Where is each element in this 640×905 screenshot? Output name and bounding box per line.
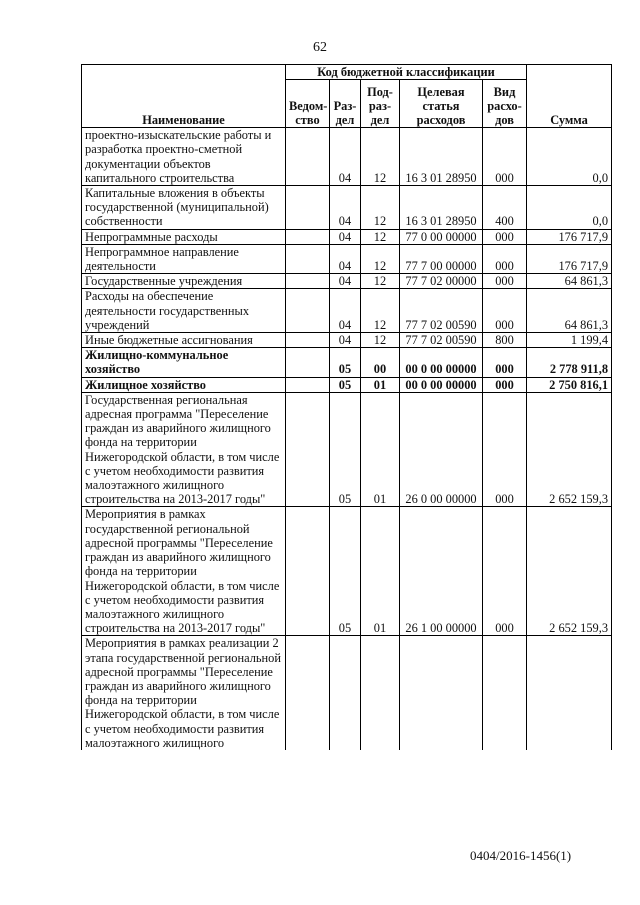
row-celevaya: 16 3 01 28950	[400, 128, 483, 186]
row-vid: 400	[483, 186, 527, 230]
row-podrazdel: 12	[361, 186, 400, 230]
table-row	[82, 333, 612, 348]
row-sum: 64 861,3	[527, 274, 612, 289]
row-vedomstvo	[286, 636, 330, 750]
row-celevaya: 26 1 00 00000	[400, 507, 483, 636]
header-vid-rashodov: Вид расхо-дов	[483, 80, 527, 128]
row-vedomstvo	[286, 507, 330, 636]
row-celevaya: 77 7 02 00000	[400, 274, 483, 289]
row-name: Расходы на обеспечение деятельности государственных учреждений	[82, 289, 286, 333]
header-classification-group: Код бюджетной классификации	[286, 65, 527, 80]
row-podrazdel: 01	[361, 507, 400, 636]
table-row	[82, 128, 612, 186]
row-name: Жилищно-коммунальное хозяйство	[82, 348, 286, 377]
row-razdel: 05	[330, 392, 361, 507]
header-name: Наименование	[82, 65, 286, 128]
header-vedomstvo: Ведом-ство	[286, 80, 330, 128]
table-row	[82, 392, 612, 507]
row-vid: 000	[483, 289, 527, 333]
row-podrazdel: 12	[361, 289, 400, 333]
row-celevaya: 77 0 00 00000	[400, 229, 483, 244]
row-celevaya	[400, 636, 483, 750]
row-vid: 000	[483, 128, 527, 186]
row-sum: 1 199,4	[527, 333, 612, 348]
row-name: Капитальные вложения в объекты государственной (муниципальной) собственности	[82, 186, 286, 230]
table-row	[82, 636, 612, 750]
row-name: Мероприятия в рамках реализации 2 этапа государственной региональной адресной программы "Переселение граждан из аварийного жилищного фонда на территории Нижегородской области, в том числе с учетом необходимости развития малоэтажного жилищного	[82, 636, 286, 750]
table-row	[82, 289, 612, 333]
table-row	[82, 507, 612, 636]
row-vid: 000	[483, 348, 527, 377]
row-vid: 800	[483, 333, 527, 348]
row-podrazdel: 12	[361, 333, 400, 348]
row-vedomstvo	[286, 333, 330, 348]
row-podrazdel: 00	[361, 348, 400, 377]
table-row	[82, 229, 612, 244]
row-podrazdel: 12	[361, 274, 400, 289]
header-celevaya-statya: Целевая статья расходов	[400, 80, 483, 128]
row-name: Мероприятия в рамках государственной региональной адресной программы "Переселение граждан из аварийного жилищного фонда на территории Нижегородской области, в том числе с учетом необходимости развития малоэтажного жилищного строительства на 2013-2017 годы"	[82, 507, 286, 636]
table-row	[82, 274, 612, 289]
row-sum: 2 652 159,3	[527, 392, 612, 507]
row-name: Иные бюджетные ассигнования	[82, 333, 286, 348]
row-celevaya: 26 0 00 00000	[400, 392, 483, 507]
row-razdel: 04	[330, 229, 361, 244]
row-razdel: 05	[330, 348, 361, 377]
row-celevaya: 00 0 00 00000	[400, 377, 483, 392]
row-sum: 2 750 816,1	[527, 377, 612, 392]
row-name: проектно-изыскательские работы и разработка проектно-сметной документации объектов капитального строительства	[82, 128, 286, 186]
table-row	[82, 377, 612, 392]
row-vid: 000	[483, 392, 527, 507]
row-razdel: 04	[330, 274, 361, 289]
row-podrazdel: 12	[361, 229, 400, 244]
header-sum: Сумма	[527, 65, 612, 128]
page-number: 62	[313, 40, 327, 55]
row-vedomstvo	[286, 186, 330, 230]
budget-table	[81, 64, 612, 750]
header-razdel: Раз-дел	[330, 80, 361, 128]
table-row	[82, 348, 612, 377]
row-celevaya: 77 7 00 00000	[400, 244, 483, 273]
row-sum: 64 861,3	[527, 289, 612, 333]
table-row	[82, 186, 612, 230]
row-sum: 2 652 159,3	[527, 507, 612, 636]
row-celevaya: 00 0 00 00000	[400, 348, 483, 377]
row-vedomstvo	[286, 289, 330, 333]
row-razdel: 04	[330, 128, 361, 186]
row-celevaya: 77 7 02 00590	[400, 333, 483, 348]
row-name: Непрограммные расходы	[82, 229, 286, 244]
row-razdel: 04	[330, 186, 361, 230]
row-name: Государственные учреждения	[82, 274, 286, 289]
row-vid: 000	[483, 507, 527, 636]
row-podrazdel	[361, 636, 400, 750]
row-vid	[483, 636, 527, 750]
row-razdel: 04	[330, 289, 361, 333]
row-razdel: 05	[330, 507, 361, 636]
row-sum	[527, 636, 612, 750]
row-celevaya: 77 7 02 00590	[400, 289, 483, 333]
row-podrazdel: 01	[361, 377, 400, 392]
row-vedomstvo	[286, 229, 330, 244]
row-vid: 000	[483, 274, 527, 289]
row-vid: 000	[483, 377, 527, 392]
row-razdel	[330, 636, 361, 750]
row-celevaya: 16 3 01 28950	[400, 186, 483, 230]
row-sum: 176 717,9	[527, 244, 612, 273]
header-podrazdel: Под-раз-дел	[361, 80, 400, 128]
row-name: Государственная региональная адресная программа "Переселение граждан из аварийного жилищного фонда на территории Нижегородской области, в том числе с учетом необходимости развития малоэтажного жилищного строительства на 2013-2017 годы"	[82, 392, 286, 507]
row-sum: 0,0	[527, 186, 612, 230]
row-podrazdel: 01	[361, 392, 400, 507]
row-sum: 0,0	[527, 128, 612, 186]
row-sum: 176 717,9	[527, 229, 612, 244]
row-vedomstvo	[286, 244, 330, 273]
row-podrazdel: 12	[361, 244, 400, 273]
row-razdel: 04	[330, 333, 361, 348]
row-sum: 2 778 911,8	[527, 348, 612, 377]
row-vedomstvo	[286, 348, 330, 377]
row-podrazdel: 12	[361, 128, 400, 186]
row-name: Жилищное хозяйство	[82, 377, 286, 392]
row-name: Непрограммное направление деятельности	[82, 244, 286, 273]
row-vedomstvo	[286, 392, 330, 507]
document-code: 0404/2016-1456(1)	[470, 848, 572, 863]
row-vid: 000	[483, 244, 527, 273]
row-razdel: 04	[330, 244, 361, 273]
row-vid: 000	[483, 229, 527, 244]
row-razdel: 05	[330, 377, 361, 392]
row-vedomstvo	[286, 128, 330, 186]
row-vedomstvo	[286, 274, 330, 289]
table-row	[82, 244, 612, 273]
row-vedomstvo	[286, 377, 330, 392]
